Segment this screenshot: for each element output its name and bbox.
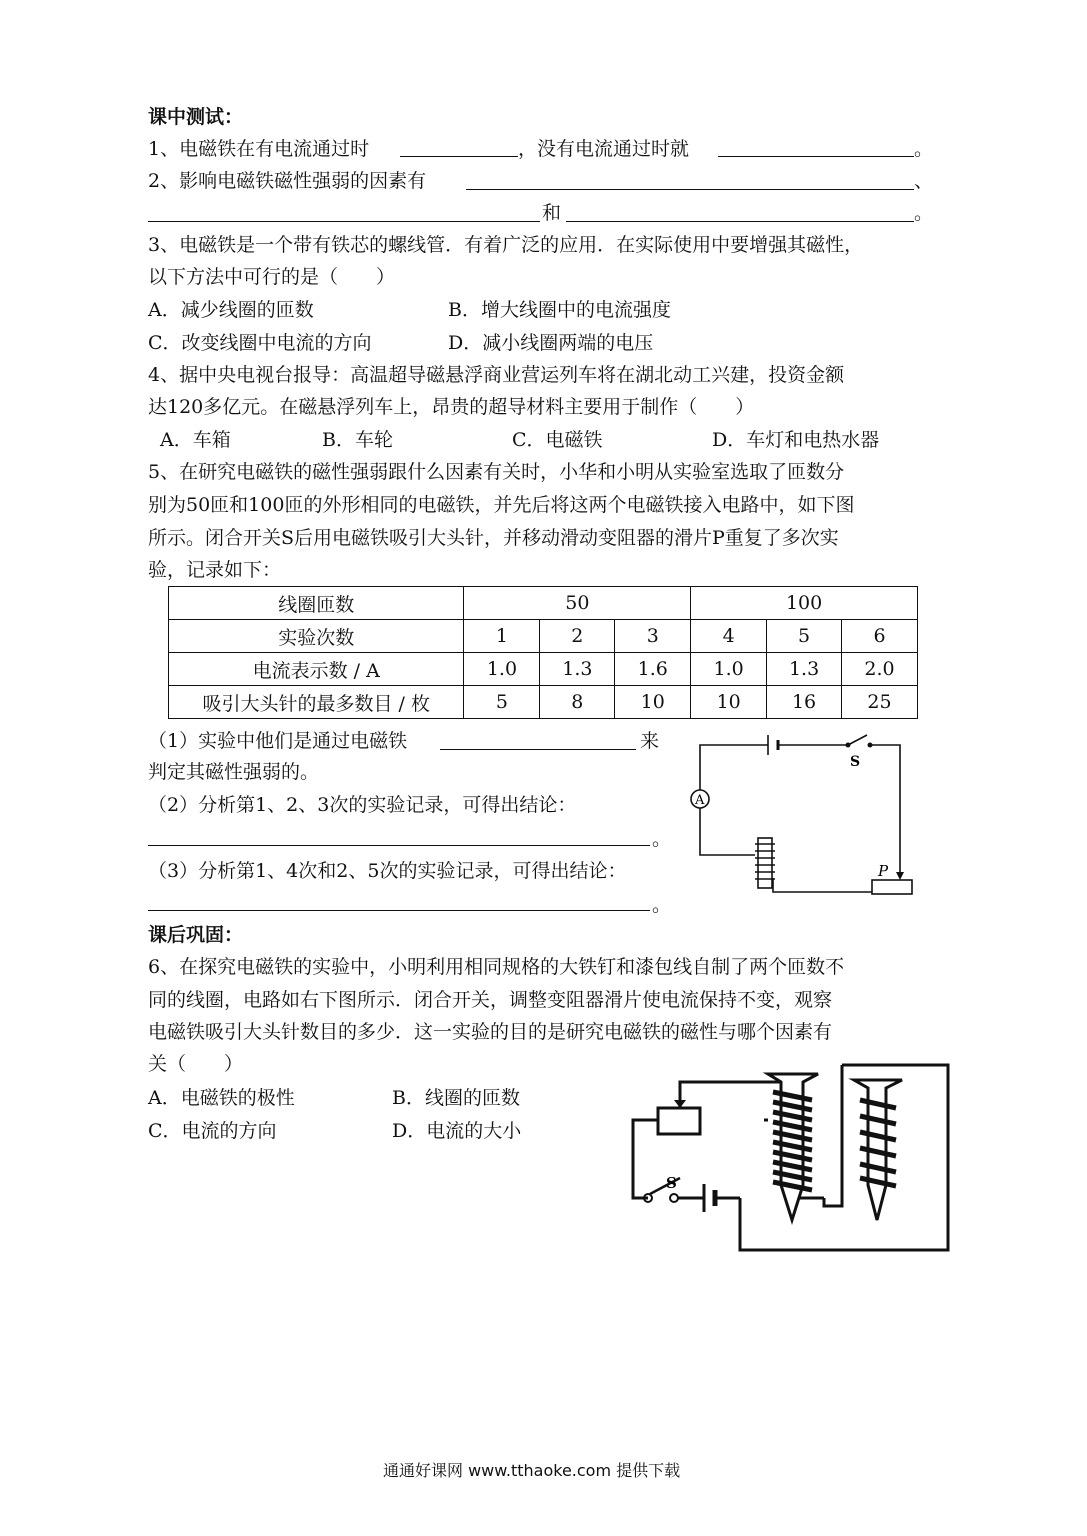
pins-cell: 10 xyxy=(615,686,691,719)
q6-line4: 关（ ） xyxy=(148,1053,244,1075)
q5-sub2-end: 。 xyxy=(652,828,672,850)
turns-label: 线圈匝数 xyxy=(169,587,464,620)
q2-blank-3[interactable] xyxy=(566,221,914,222)
q3-option-a[interactable]: A．减少线圈的匝数 xyxy=(148,299,314,321)
q5-sub1-blank[interactable] xyxy=(440,749,636,750)
q6-option-b[interactable]: B．线圈的匝数 xyxy=(392,1087,520,1109)
current-cell: 1.0 xyxy=(691,653,767,686)
trial-cell: 4 xyxy=(691,620,767,653)
slider-label: P xyxy=(878,862,889,880)
q3-line2: 以下方法中可行的是（ ） xyxy=(148,266,396,288)
q6-line3: 电磁铁吸引大头针数目的多少．这一实验的目的是研究电磁铁的磁性与哪个因素有 xyxy=(148,1021,833,1043)
q5-sub1-a: （1）实验中他们是通过电磁铁 xyxy=(148,730,408,752)
table-row-turns xyxy=(169,587,918,620)
section-title-test: 课中测试： xyxy=(148,106,244,128)
q2-and: 和 xyxy=(542,202,562,224)
q5-sub3-blank[interactable] xyxy=(148,910,650,911)
current-label: 电流表示数 / A xyxy=(169,653,464,686)
q5-sub1-c: 判定其磁性强弱的。 xyxy=(148,761,320,783)
pins-label: 吸引大头针的最多数目 / 枚 xyxy=(169,686,464,719)
q4-line2: 达120多亿元。在磁悬浮列车上，昂贵的超导材料主要用于制作（ ） xyxy=(148,396,755,418)
pins-cell: 25 xyxy=(842,686,918,719)
current-cell: 2.0 xyxy=(842,653,918,686)
trial-cell: 1 xyxy=(464,620,540,653)
q4-option-c[interactable]: C．电磁铁 xyxy=(512,429,603,451)
q2-blank-1[interactable] xyxy=(466,189,914,190)
q1-blank-2[interactable] xyxy=(718,156,914,157)
ammeter-label: A xyxy=(695,793,705,808)
trial-cell: 6 xyxy=(842,620,918,653)
q5-data-table xyxy=(168,586,918,719)
q1-text-b: ，没有电流通过时就 xyxy=(518,138,690,160)
switch-icon[interactable] xyxy=(846,735,873,770)
table-row-trials xyxy=(169,620,918,653)
q2-sep: 、 xyxy=(914,170,934,192)
q5-sub2: （2）分析第1、2、3次的实验记录，可得出结论： xyxy=(148,794,577,816)
q6-line1: 6、在探究电磁铁的实验中，小明利用相同规格的大铁钉和漆包线自制了两个匝数不 xyxy=(148,956,845,978)
q1-blank-1[interactable] xyxy=(400,156,518,157)
q4-option-b[interactable]: B．车轮 xyxy=(322,429,393,451)
q3-line1: 3、电磁铁是一个带有铁芯的螺线管．有着广泛的应用．在实际使用中要增强其磁性， xyxy=(148,234,864,256)
current-cell: 1.3 xyxy=(540,653,615,686)
battery-icon xyxy=(768,735,778,755)
pins-cell: 16 xyxy=(767,686,842,719)
ammeter-icon xyxy=(691,790,709,808)
battery-icon xyxy=(678,1184,740,1212)
turns-100: 100 xyxy=(691,587,918,620)
section-title-review: 课后巩固： xyxy=(148,924,244,946)
q1-text-a: 1、电磁铁在有电流通过时 xyxy=(148,138,370,160)
q5-sub2-blank[interactable] xyxy=(148,845,650,846)
q2-text-a: 2、影响电磁铁磁性强弱的因素有 xyxy=(148,170,427,192)
q6-option-c[interactable]: C．电流的方向 xyxy=(148,1120,277,1142)
q2-end: 。 xyxy=(914,202,934,224)
switch-label: S xyxy=(850,754,861,770)
table-row-pins xyxy=(169,686,918,719)
pins-cell: 5 xyxy=(464,686,540,719)
q6-circuit-diagram xyxy=(628,1060,953,1255)
q1-end: 。 xyxy=(914,138,934,160)
current-cell: 1.3 xyxy=(767,653,842,686)
q4-option-a[interactable]: A．车箱 xyxy=(160,429,231,451)
q3-option-d[interactable]: D．减小线圈两端的电压 xyxy=(448,332,654,354)
current-cell: 1.0 xyxy=(464,653,540,686)
q5-line3: 所示。闭合开关S后用电磁铁吸引大头针，并移动滑动变阻器的滑片P重复了多次实 xyxy=(148,527,839,549)
q3-option-c[interactable]: C．改变线圈中电流的方向 xyxy=(148,332,372,354)
nail-electromagnet-right-icon xyxy=(854,1080,902,1220)
q5-line1: 5、在研究电磁铁的磁性强弱跟什么因素有关时，小华和小明从实验室选取了匝数分 xyxy=(148,461,845,483)
footer-text: 通通好课网 www.tthaoke.com 提供下载 xyxy=(383,1461,681,1480)
q5-sub1-b: 来 xyxy=(640,730,660,752)
q6-switch-label: S xyxy=(666,1174,677,1192)
turns-50: 50 xyxy=(464,587,691,620)
q4-line1: 4、据中央电视台报导：高温超导磁悬浮商业营运列车将在湖北动工兴建，投资金额 xyxy=(148,364,845,386)
q3-option-b[interactable]: B．增大线圈中的电流强度 xyxy=(448,299,671,321)
q6-line2: 同的线圈，电路如右下图所示．闭合开关，调整变阻器滑片使电流保持不变，观察 xyxy=(148,989,833,1011)
q5-sub3: （3）分析第1、4次和2、5次的实验记录，可得出结论： xyxy=(148,860,627,882)
trial-cell: 2 xyxy=(540,620,615,653)
current-cell: 1.6 xyxy=(615,653,691,686)
q5-circuit-diagram xyxy=(680,730,920,905)
pins-cell: 10 xyxy=(691,686,767,719)
q6-option-a[interactable]: A．电磁铁的极性 xyxy=(148,1087,295,1109)
rheostat-icon[interactable] xyxy=(658,1082,785,1134)
electromagnet-coil-icon xyxy=(755,838,775,888)
q5-line4: 验，记录如下： xyxy=(148,559,282,581)
q6-option-d[interactable]: D．电流的大小 xyxy=(392,1120,522,1142)
table-row-current xyxy=(169,653,918,686)
trial-cell: 5 xyxy=(767,620,842,653)
q5-line2: 别为50匝和100匝的外形相同的电磁铁，并先后将这两个电磁铁接入电路中，如下图 xyxy=(148,494,855,516)
q5-sub3-end: 。 xyxy=(652,894,672,916)
trial-cell: 3 xyxy=(615,620,691,653)
switch-icon[interactable] xyxy=(644,1174,680,1202)
pins-cell: 8 xyxy=(540,686,615,719)
q4-option-d[interactable]: D．车灯和电热水器 xyxy=(712,429,880,451)
trial-label: 实验次数 xyxy=(169,620,464,653)
q2-blank-2[interactable] xyxy=(148,221,540,222)
